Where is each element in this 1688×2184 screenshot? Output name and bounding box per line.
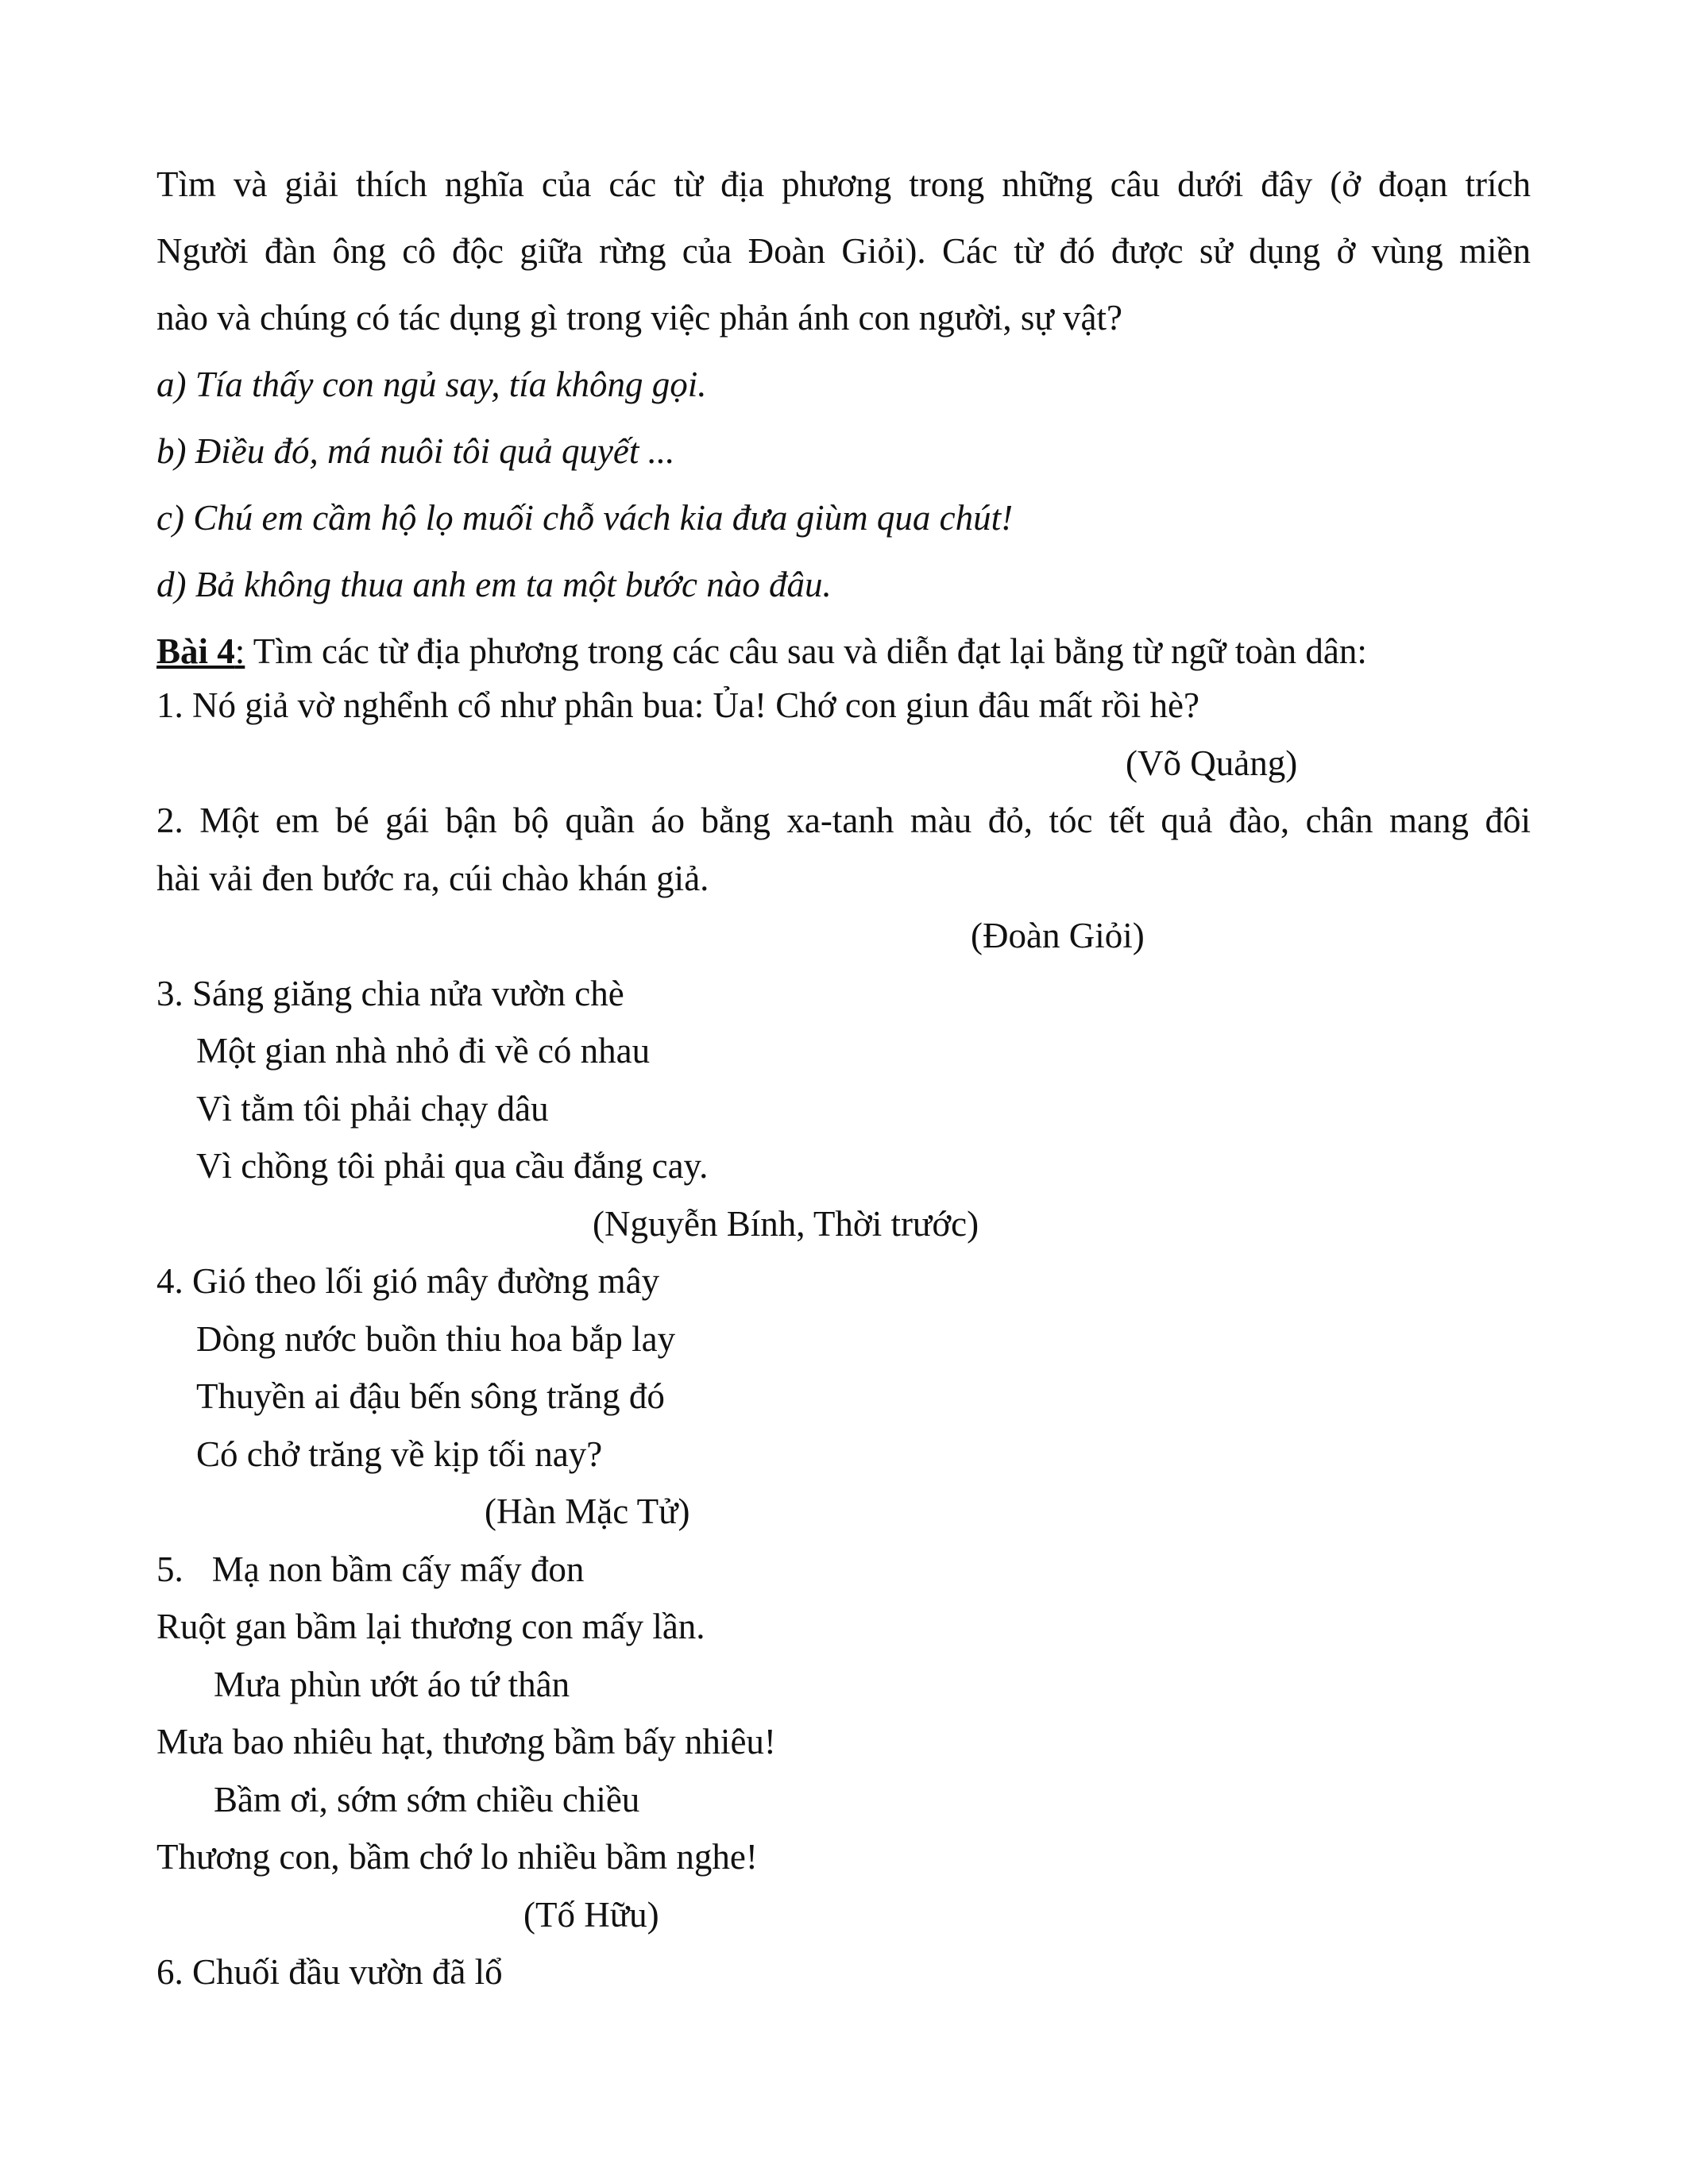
item-4-line-1: 4. Gió theo lối gió mây đường mây [156, 1261, 660, 1301]
item-2-line-2: hài vải đen bước ra, cúi chào khán giả. [156, 858, 709, 898]
item-2-line-1: 2. Một em bé gái bận bộ quần áo bằng xa-tanh màu đỏ, tóc tết quả đào, chân mang đôi [156, 801, 1531, 840]
item-5-line-6: Thương con, bầm chớ lo nhiều bầm nghe! [156, 1837, 758, 1877]
example-c: c) Chú em cầm hộ lọ muối chỗ vách kia đưa giùm qua chút! [156, 498, 1014, 538]
item-2 [156, 792, 1531, 965]
item-3-line-4: Vì chồng tôi phải qua cầu đắng cay. [196, 1146, 709, 1186]
example-d: d) Bả không thua anh em ta một bước nào đâu. [156, 565, 832, 604]
item-3 [156, 965, 1531, 1253]
item-5-line-5: Bầm ơi, sớm sớm chiều chiều [214, 1779, 640, 1819]
item-5-line-3: Mưa phùn ướt áo tứ thân [214, 1664, 570, 1704]
example-b: b) Điều đó, má nuôi tôi quả quyết ... [156, 431, 675, 471]
item-6 [156, 1943, 1531, 2001]
exercise-4-label: Bài 4 [156, 631, 235, 671]
intro-line-3: nào và chúng có tác dụng gì trong việc phản ánh con người, sự vật? [156, 298, 1122, 338]
item-4-source: (Hàn Mặc Tử) [485, 1491, 690, 1531]
item-6-line: 6. Chuối đầu vườn đã lổ [156, 1952, 503, 1992]
item-1 [156, 677, 1531, 792]
item-1-line: 1. Nó giả vờ nghểnh cổ như phân bua: Ủa! Chớ con giun đâu mất rồi hè? [156, 685, 1199, 725]
item-5-line-1 [156, 1541, 1531, 1599]
exercise-4-colon: : [234, 631, 245, 671]
item-3-line-1: 3. Sáng giăng chia nửa vườn chè [156, 973, 624, 1013]
item-4 [156, 1252, 1531, 1541]
item-1-source: (Võ Quảng) [1126, 743, 1298, 783]
item-4-line-2: Dòng nước buồn thiu hoa bắp lay [196, 1318, 676, 1359]
example-a: a) Tía thấy con ngủ say, tía không gọi. [156, 365, 707, 404]
item-4-line-3: Thuyền ai đậu bến sông trăng đó [196, 1376, 665, 1416]
exercise-4-heading [156, 618, 1531, 685]
example-list [156, 351, 1531, 618]
item-5-line-1-text: Mạ non bầm cấy mấy đon [211, 1549, 585, 1589]
item-5-line-4: Mưa bao nhiêu hạt, thương bầm bấy nhiêu! [156, 1722, 776, 1761]
intro-paragraph [156, 151, 1531, 351]
item-2-source: (Đoàn Giỏi) [971, 916, 1145, 955]
item-4-line-4: Có chở trăng về kịp tối nay? [196, 1433, 603, 1474]
item-3-line-2: Một gian nhà nhỏ đi về có nhau [196, 1031, 651, 1071]
item-5-line-2: Ruột gan bầm lại thương con mấy lần. [156, 1607, 705, 1646]
item-5-number: 5. [156, 1549, 183, 1589]
item-5 [156, 1541, 1531, 1944]
exercise-4-instruction: Tìm các từ địa phương trong các câu sau và diễn đạt lại bằng từ ngữ toàn dân: [245, 631, 1367, 671]
intro-line-1: Tìm và giải thích nghĩa của các từ địa phương trong những câu dưới đây (ở đoạn trích [156, 164, 1531, 204]
intro-line-2: Người đàn ông cô độc giữa rừng của Đoàn Giỏi). Các từ đó được sử dụng ở vùng miền [156, 231, 1531, 271]
item-3-source: (Nguyễn Bính, Thời trước) [593, 1203, 979, 1244]
item-5-source: (Tố Hữu) [523, 1894, 659, 1935]
document-page [156, 151, 1531, 2001]
item-3-line-3: Vì tằm tôi phải chạy dâu [196, 1088, 549, 1129]
